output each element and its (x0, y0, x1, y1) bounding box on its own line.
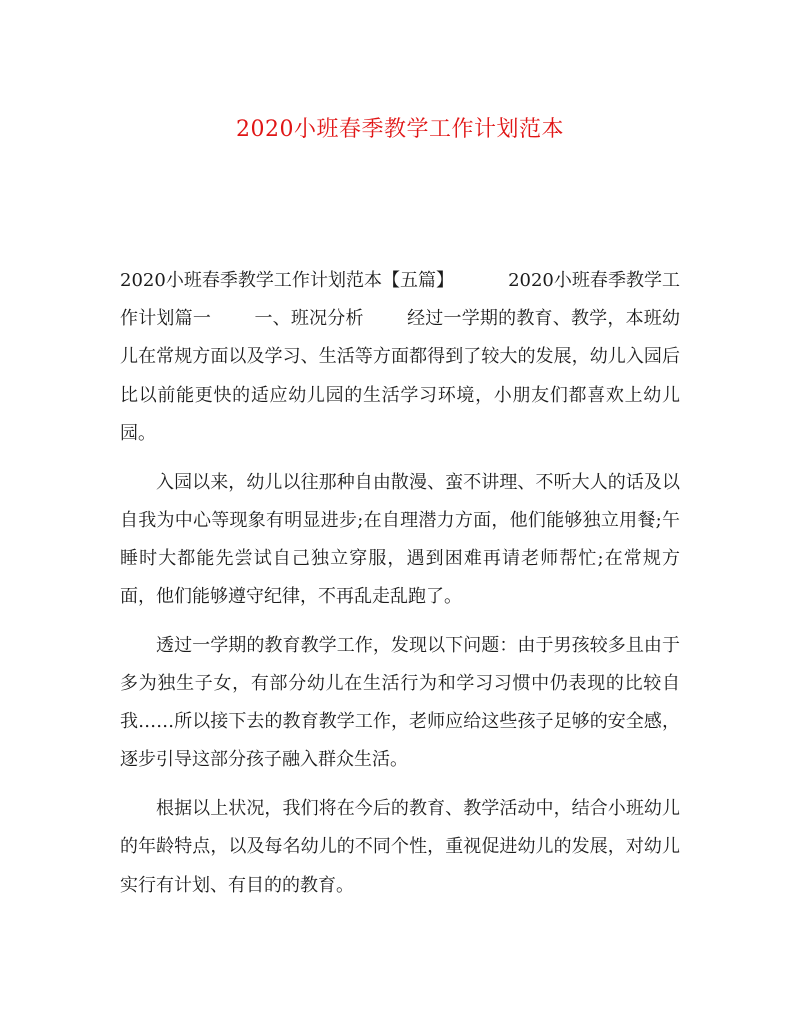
body-paragraph-1: 入园以来，幼儿以往那种自由散漫、蛮不讲理、不听大人的话及以自我为中心等现象有明显进步;在自理潜力方面，他们能够独立用餐;午睡时大都能先尝试自己独立穿服，遇到困难再请老师帮忙;在常规方面，他们能够遵守纪律，不再乱走乱跑了。 (120, 471, 680, 608)
intro-paragraph (120, 262, 680, 453)
intro-heading: 2020小班春季教学工作计划范本【五篇】 (120, 270, 455, 291)
body-paragraph-3: 根据以上状况，我们将在今后的教育、教学活动中，结合小班幼儿的年龄特点，以及每名幼儿的不同个性，重视促进幼儿的发展，对幼儿实行有计划、有目的的教育。 (120, 798, 680, 896)
document-body (120, 262, 680, 915)
document-title: 2020小班春季教学工作计划范本 (236, 117, 564, 142)
body-paragraph-2: 透过一学期的教育教学工作，发现以下问题：由于男孩较多且由于多为独生子女，有部分幼儿在生活行为和学习习惯中仍表现的比较自我……所以接下去的教育教学工作，老师应给这些孩子足够的安全感，逐步引导这部分孩子融入群众生活。 (120, 634, 680, 771)
intro-text: 经过一学期的教育、教学，本班幼儿在常规方面以及学习、生活等方面都得到了较大的发展，幼儿入园后比以前能更快的适应幼儿园的生活学习环境，小朋友们都喜欢上幼儿园。 (120, 308, 681, 444)
intro-subheading: 2020小班春季教学工作计划篇一 (120, 270, 680, 330)
section-heading: 一、班况分析 (254, 308, 364, 330)
